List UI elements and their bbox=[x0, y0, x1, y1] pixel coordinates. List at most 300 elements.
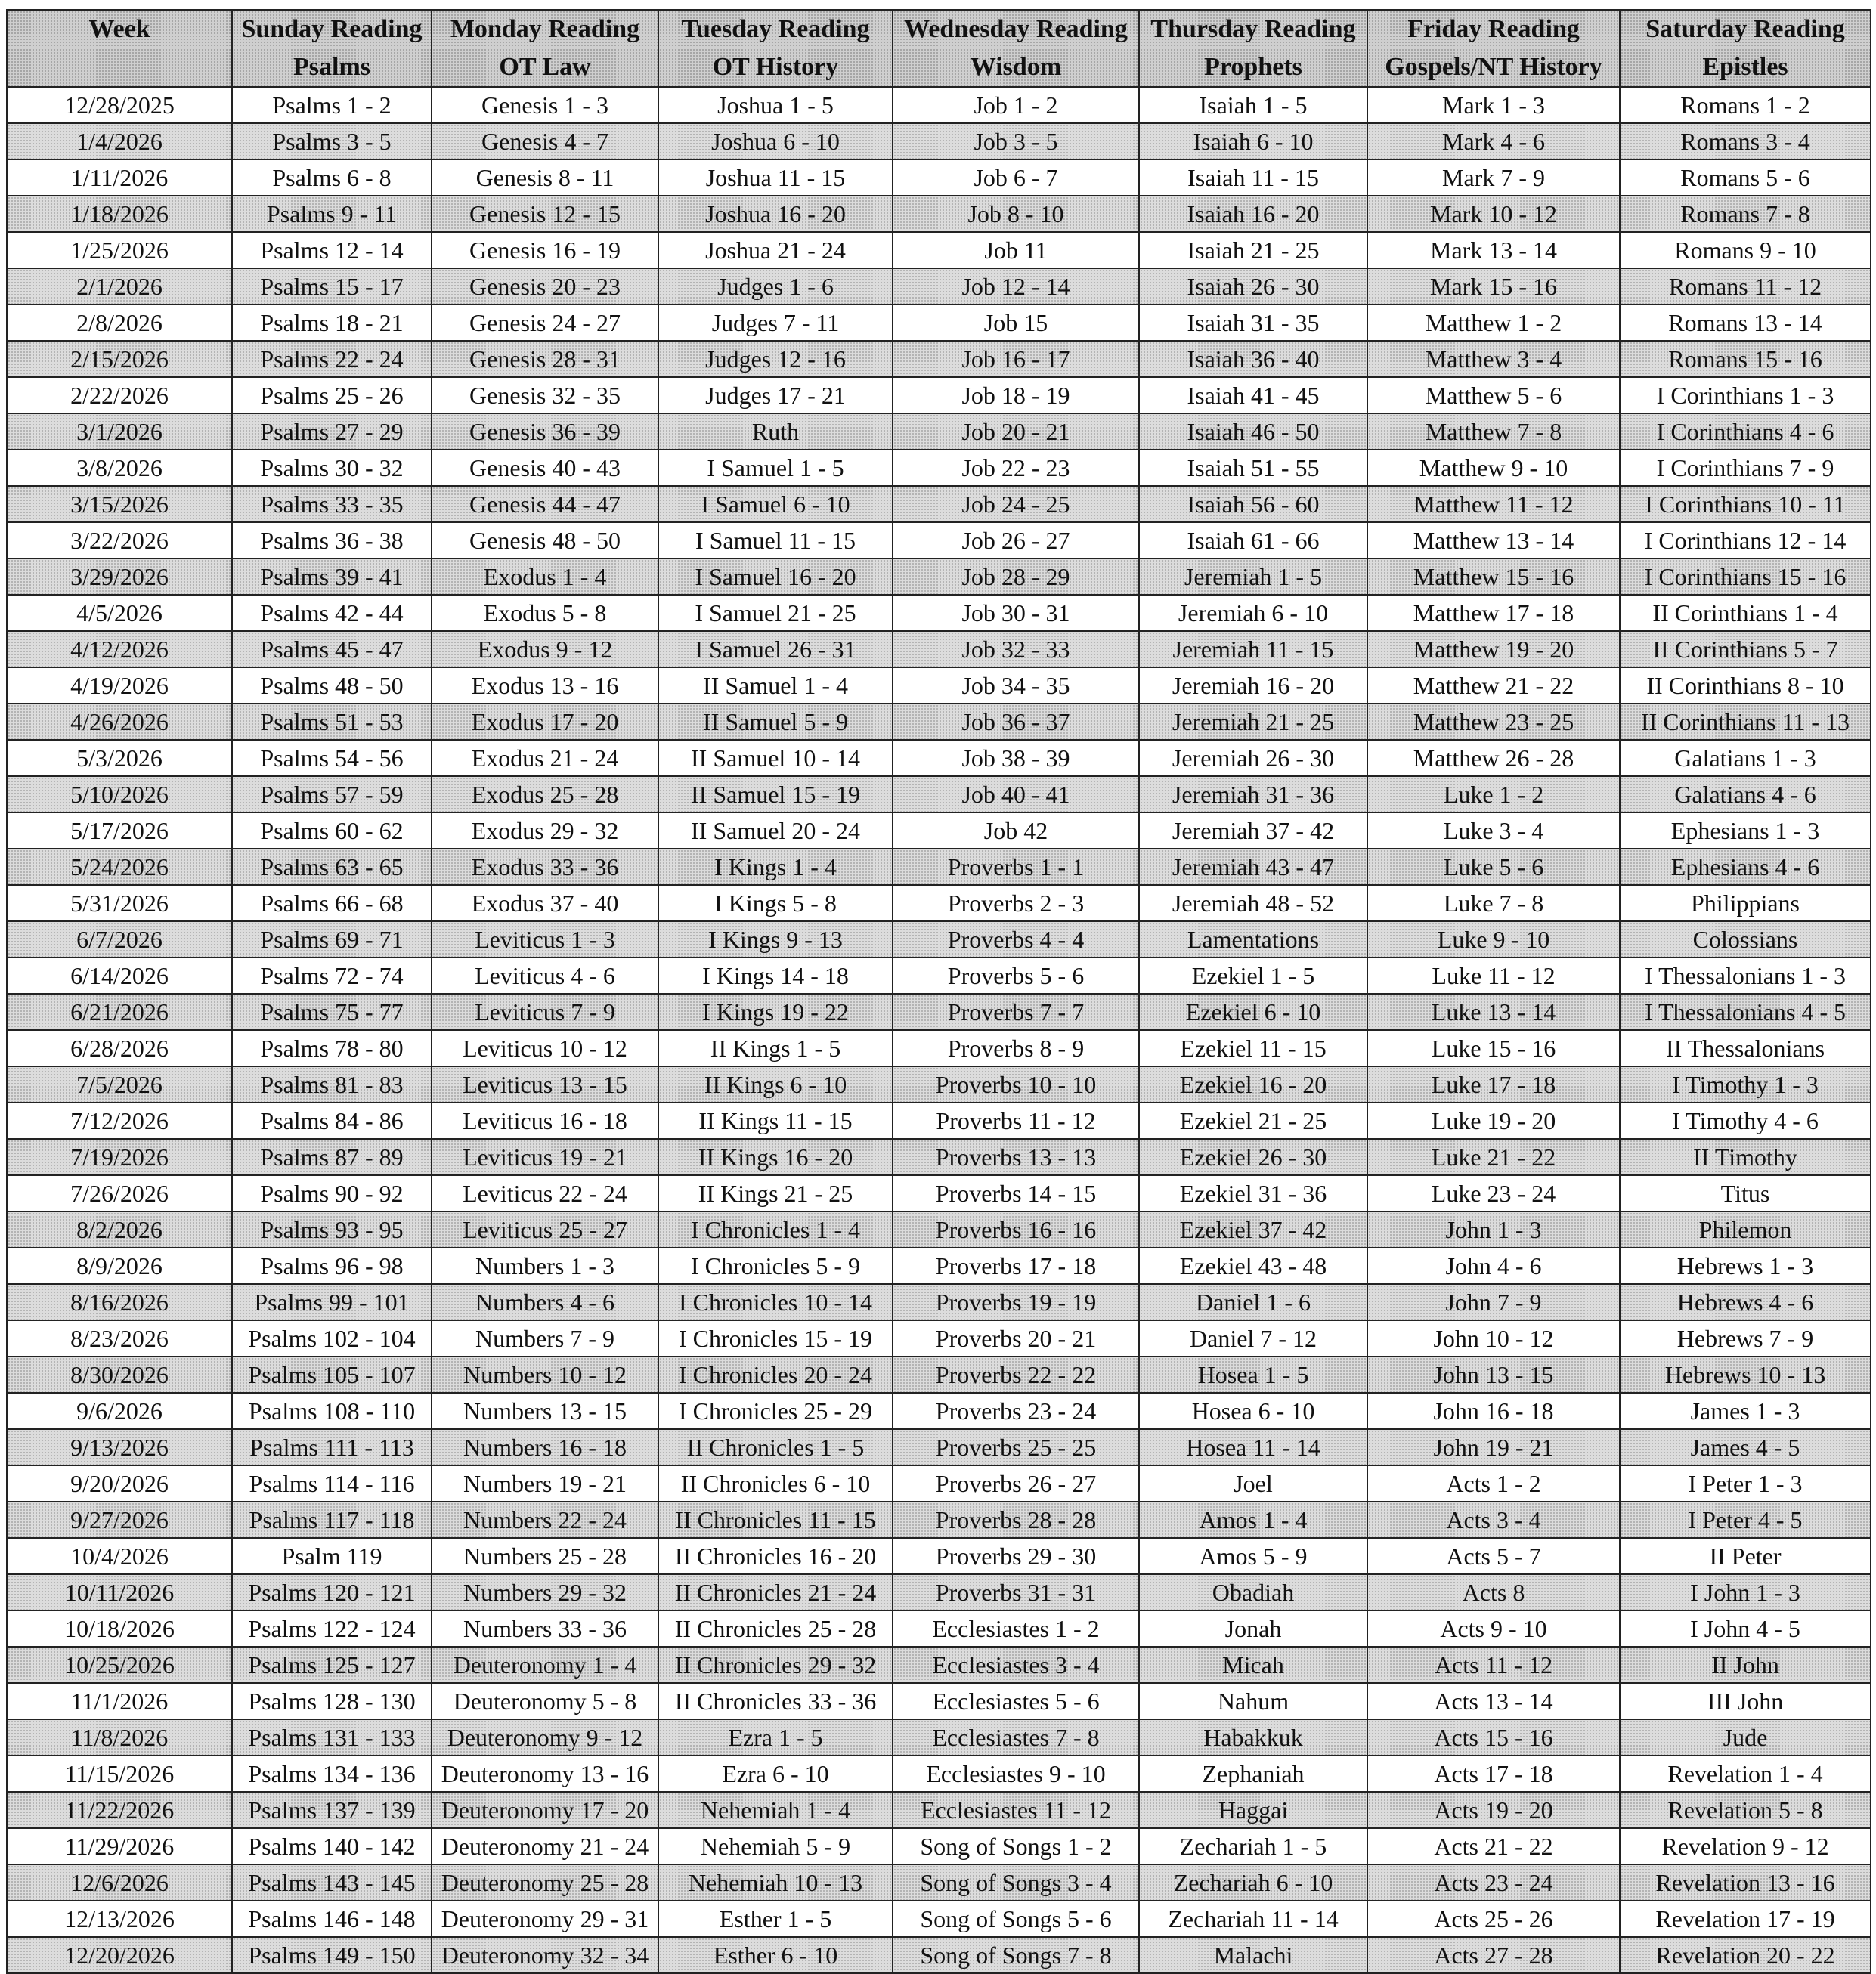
tuesday-cell: Judges 12 - 16 bbox=[658, 341, 893, 377]
header-wednesday: Wednesday Reading bbox=[893, 10, 1139, 48]
wednesday-cell: Proverbs 22 - 22 bbox=[893, 1357, 1139, 1393]
monday-cell: Leviticus 25 - 27 bbox=[432, 1211, 658, 1248]
week-cell: 3/22/2026 bbox=[7, 522, 232, 558]
week-cell: 7/26/2026 bbox=[7, 1175, 232, 1211]
saturday-cell: Ephesians 1 - 3 bbox=[1620, 812, 1871, 849]
header-friday: Friday Reading bbox=[1367, 10, 1620, 48]
sunday-cell: Psalms 15 - 17 bbox=[232, 268, 432, 305]
category-ot-law: OT Law bbox=[432, 48, 658, 87]
category-wisdom: Wisdom bbox=[893, 48, 1139, 87]
tuesday-cell: Joshua 11 - 15 bbox=[658, 159, 893, 196]
tuesday-cell: Nehemiah 5 - 9 bbox=[658, 1828, 893, 1864]
wednesday-cell: Ecclesiastes 7 - 8 bbox=[893, 1719, 1139, 1756]
friday-cell: Luke 23 - 24 bbox=[1367, 1175, 1620, 1211]
wednesday-cell: Proverbs 11 - 12 bbox=[893, 1103, 1139, 1139]
sunday-cell: Psalms 25 - 26 bbox=[232, 377, 432, 413]
monday-cell: Genesis 4 - 7 bbox=[432, 123, 658, 159]
friday-cell: Matthew 11 - 12 bbox=[1367, 486, 1620, 522]
week-cell: 10/11/2026 bbox=[7, 1574, 232, 1610]
header-monday: Monday Reading bbox=[432, 10, 658, 48]
table-row bbox=[7, 1139, 1871, 1175]
monday-cell: Genesis 12 - 15 bbox=[432, 196, 658, 232]
sunday-cell: Psalms 78 - 80 bbox=[232, 1030, 432, 1066]
wednesday-cell: Job 8 - 10 bbox=[893, 196, 1139, 232]
thursday-cell: Nahum bbox=[1139, 1683, 1367, 1719]
table-row bbox=[7, 1719, 1871, 1756]
sunday-cell: Psalms 18 - 21 bbox=[232, 305, 432, 341]
thursday-cell: Jeremiah 37 - 42 bbox=[1139, 812, 1367, 849]
table-row bbox=[7, 1538, 1871, 1574]
thursday-cell: Ezekiel 1 - 5 bbox=[1139, 958, 1367, 994]
friday-cell: Luke 9 - 10 bbox=[1367, 921, 1620, 958]
week-cell: 12/20/2026 bbox=[7, 1937, 232, 1973]
saturday-cell: Romans 5 - 6 bbox=[1620, 159, 1871, 196]
thursday-cell: Ezekiel 11 - 15 bbox=[1139, 1030, 1367, 1066]
monday-cell: Leviticus 1 - 3 bbox=[432, 921, 658, 958]
thursday-cell: Jeremiah 11 - 15 bbox=[1139, 631, 1367, 667]
table-row bbox=[7, 196, 1871, 232]
sunday-cell: Psalms 122 - 124 bbox=[232, 1610, 432, 1647]
wednesday-cell: Proverbs 31 - 31 bbox=[893, 1574, 1139, 1610]
thursday-cell: Jonah bbox=[1139, 1610, 1367, 1647]
friday-cell: John 13 - 15 bbox=[1367, 1357, 1620, 1393]
friday-cell: John 4 - 6 bbox=[1367, 1248, 1620, 1284]
saturday-cell: Romans 9 - 10 bbox=[1620, 232, 1871, 268]
table-row bbox=[7, 377, 1871, 413]
friday-cell: Mark 10 - 12 bbox=[1367, 196, 1620, 232]
table-row bbox=[7, 1030, 1871, 1066]
tuesday-cell: Joshua 1 - 5 bbox=[658, 87, 893, 123]
saturday-cell: II Corinthians 8 - 10 bbox=[1620, 667, 1871, 704]
wednesday-cell: Job 36 - 37 bbox=[893, 704, 1139, 740]
friday-cell: Luke 3 - 4 bbox=[1367, 812, 1620, 849]
table-row bbox=[7, 1792, 1871, 1828]
thursday-cell: Hosea 11 - 14 bbox=[1139, 1429, 1367, 1465]
saturday-cell: Ephesians 4 - 6 bbox=[1620, 849, 1871, 885]
sunday-cell: Psalms 57 - 59 bbox=[232, 776, 432, 812]
sunday-cell: Psalms 1 - 2 bbox=[232, 87, 432, 123]
monday-cell: Genesis 20 - 23 bbox=[432, 268, 658, 305]
thursday-cell: Isaiah 61 - 66 bbox=[1139, 522, 1367, 558]
table-row bbox=[7, 885, 1871, 921]
monday-cell: Deuteronomy 1 - 4 bbox=[432, 1647, 658, 1683]
table-row bbox=[7, 1647, 1871, 1683]
wednesday-cell: Ecclesiastes 11 - 12 bbox=[893, 1792, 1139, 1828]
monday-cell: Genesis 16 - 19 bbox=[432, 232, 658, 268]
wednesday-cell: Job 26 - 27 bbox=[893, 522, 1139, 558]
sunday-cell: Psalm 119 bbox=[232, 1538, 432, 1574]
table-row bbox=[7, 740, 1871, 776]
sunday-cell: Psalms 87 - 89 bbox=[232, 1139, 432, 1175]
table-row bbox=[7, 159, 1871, 196]
tuesday-cell: I Chronicles 25 - 29 bbox=[658, 1393, 893, 1429]
table-row bbox=[7, 958, 1871, 994]
week-cell: 9/27/2026 bbox=[7, 1502, 232, 1538]
saturday-cell: Revelation 17 - 19 bbox=[1620, 1901, 1871, 1937]
table-row bbox=[7, 1864, 1871, 1901]
saturday-cell: Hebrews 7 - 9 bbox=[1620, 1320, 1871, 1357]
category-ot-history: OT History bbox=[658, 48, 893, 87]
thursday-cell: Haggai bbox=[1139, 1792, 1367, 1828]
header-saturday: Saturday Reading bbox=[1620, 10, 1871, 48]
thursday-cell: Isaiah 41 - 45 bbox=[1139, 377, 1367, 413]
sunday-cell: Psalms 36 - 38 bbox=[232, 522, 432, 558]
saturday-cell: Hebrews 4 - 6 bbox=[1620, 1284, 1871, 1320]
saturday-cell: II Peter bbox=[1620, 1538, 1871, 1574]
thursday-cell: Ezekiel 31 - 36 bbox=[1139, 1175, 1367, 1211]
friday-cell: Luke 21 - 22 bbox=[1367, 1139, 1620, 1175]
monday-cell: Exodus 25 - 28 bbox=[432, 776, 658, 812]
table-row bbox=[7, 776, 1871, 812]
sunday-cell: Psalms 42 - 44 bbox=[232, 595, 432, 631]
friday-cell: Acts 9 - 10 bbox=[1367, 1610, 1620, 1647]
saturday-cell: Colossians bbox=[1620, 921, 1871, 958]
friday-cell: Matthew 3 - 4 bbox=[1367, 341, 1620, 377]
monday-cell: Deuteronomy 32 - 34 bbox=[432, 1937, 658, 1973]
saturday-cell: Revelation 1 - 4 bbox=[1620, 1756, 1871, 1792]
category-gospels: Gospels/NT History bbox=[1367, 48, 1620, 87]
monday-cell: Numbers 13 - 15 bbox=[432, 1393, 658, 1429]
wednesday-cell: Song of Songs 5 - 6 bbox=[893, 1901, 1139, 1937]
saturday-cell: I Corinthians 7 - 9 bbox=[1620, 450, 1871, 486]
wednesday-cell: Ecclesiastes 9 - 10 bbox=[893, 1756, 1139, 1792]
monday-cell: Exodus 33 - 36 bbox=[432, 849, 658, 885]
tuesday-cell: I Samuel 11 - 15 bbox=[658, 522, 893, 558]
thursday-cell: Isaiah 21 - 25 bbox=[1139, 232, 1367, 268]
table-row bbox=[7, 1502, 1871, 1538]
saturday-cell: II Timothy bbox=[1620, 1139, 1871, 1175]
friday-cell: Acts 11 - 12 bbox=[1367, 1647, 1620, 1683]
table-row bbox=[7, 1574, 1871, 1610]
monday-cell: Leviticus 13 - 15 bbox=[432, 1066, 658, 1103]
thursday-cell: Obadiah bbox=[1139, 1574, 1367, 1610]
friday-cell: Acts 17 - 18 bbox=[1367, 1756, 1620, 1792]
thursday-cell: Amos 5 - 9 bbox=[1139, 1538, 1367, 1574]
sunday-cell: Psalms 48 - 50 bbox=[232, 667, 432, 704]
saturday-cell: Titus bbox=[1620, 1175, 1871, 1211]
wednesday-cell: Proverbs 25 - 25 bbox=[893, 1429, 1139, 1465]
table-row bbox=[7, 1828, 1871, 1864]
sunday-cell: Psalms 128 - 130 bbox=[232, 1683, 432, 1719]
sunday-cell: Psalms 105 - 107 bbox=[232, 1357, 432, 1393]
saturday-cell: I Thessalonians 4 - 5 bbox=[1620, 994, 1871, 1030]
saturday-cell: I Peter 1 - 3 bbox=[1620, 1465, 1871, 1502]
thursday-cell: Zechariah 11 - 14 bbox=[1139, 1901, 1367, 1937]
friday-cell: John 19 - 21 bbox=[1367, 1429, 1620, 1465]
tuesday-cell: I Samuel 1 - 5 bbox=[658, 450, 893, 486]
reading-plan-table bbox=[6, 9, 1871, 1974]
sunday-cell: Psalms 22 - 24 bbox=[232, 341, 432, 377]
wednesday-cell: Job 6 - 7 bbox=[893, 159, 1139, 196]
week-cell: 5/3/2026 bbox=[7, 740, 232, 776]
week-cell: 1/11/2026 bbox=[7, 159, 232, 196]
saturday-cell: Revelation 9 - 12 bbox=[1620, 1828, 1871, 1864]
monday-cell: Exodus 29 - 32 bbox=[432, 812, 658, 849]
sunday-cell: Psalms 45 - 47 bbox=[232, 631, 432, 667]
thursday-cell: Hosea 1 - 5 bbox=[1139, 1357, 1367, 1393]
saturday-cell: Romans 7 - 8 bbox=[1620, 196, 1871, 232]
tuesday-cell: I Samuel 26 - 31 bbox=[658, 631, 893, 667]
thursday-cell: Ezekiel 26 - 30 bbox=[1139, 1139, 1367, 1175]
saturday-cell: I Corinthians 10 - 11 bbox=[1620, 486, 1871, 522]
thursday-cell: Daniel 7 - 12 bbox=[1139, 1320, 1367, 1357]
week-cell: 3/15/2026 bbox=[7, 486, 232, 522]
friday-cell: Acts 13 - 14 bbox=[1367, 1683, 1620, 1719]
monday-cell: Exodus 5 - 8 bbox=[432, 595, 658, 631]
saturday-cell: Revelation 5 - 8 bbox=[1620, 1792, 1871, 1828]
week-cell: 11/1/2026 bbox=[7, 1683, 232, 1719]
sunday-cell: Psalms 60 - 62 bbox=[232, 812, 432, 849]
sunday-cell: Psalms 27 - 29 bbox=[232, 413, 432, 450]
sunday-cell: Psalms 114 - 116 bbox=[232, 1465, 432, 1502]
tuesday-cell: Esther 6 - 10 bbox=[658, 1937, 893, 1973]
saturday-cell: Philippians bbox=[1620, 885, 1871, 921]
wednesday-cell: Proverbs 8 - 9 bbox=[893, 1030, 1139, 1066]
monday-cell: Numbers 22 - 24 bbox=[432, 1502, 658, 1538]
saturday-cell: James 1 - 3 bbox=[1620, 1393, 1871, 1429]
week-cell: 5/10/2026 bbox=[7, 776, 232, 812]
friday-cell: John 1 - 3 bbox=[1367, 1211, 1620, 1248]
table-row bbox=[7, 1320, 1871, 1357]
tuesday-cell: Joshua 21 - 24 bbox=[658, 232, 893, 268]
friday-cell: Matthew 9 - 10 bbox=[1367, 450, 1620, 486]
friday-cell: Acts 25 - 26 bbox=[1367, 1901, 1620, 1937]
sunday-cell: Psalms 30 - 32 bbox=[232, 450, 432, 486]
saturday-cell: Revelation 13 - 16 bbox=[1620, 1864, 1871, 1901]
sunday-cell: Psalms 75 - 77 bbox=[232, 994, 432, 1030]
monday-cell: Exodus 13 - 16 bbox=[432, 667, 658, 704]
table-row bbox=[7, 631, 1871, 667]
wednesday-cell: Job 3 - 5 bbox=[893, 123, 1139, 159]
tuesday-cell: II Chronicles 33 - 36 bbox=[658, 1683, 893, 1719]
thursday-cell: Ezekiel 6 - 10 bbox=[1139, 994, 1367, 1030]
saturday-cell: I Corinthians 4 - 6 bbox=[1620, 413, 1871, 450]
tuesday-cell: I Kings 9 - 13 bbox=[658, 921, 893, 958]
tuesday-cell: Judges 1 - 6 bbox=[658, 268, 893, 305]
week-cell: 8/2/2026 bbox=[7, 1211, 232, 1248]
tuesday-cell: II Chronicles 1 - 5 bbox=[658, 1429, 893, 1465]
tuesday-cell: Nehemiah 10 - 13 bbox=[658, 1864, 893, 1901]
friday-cell: Matthew 15 - 16 bbox=[1367, 558, 1620, 595]
table-body bbox=[7, 87, 1871, 1973]
thursday-cell: Ezekiel 43 - 48 bbox=[1139, 1248, 1367, 1284]
monday-cell: Genesis 28 - 31 bbox=[432, 341, 658, 377]
thursday-cell: Zechariah 6 - 10 bbox=[1139, 1864, 1367, 1901]
wednesday-cell: Proverbs 28 - 28 bbox=[893, 1502, 1139, 1538]
tuesday-cell: II Samuel 15 - 19 bbox=[658, 776, 893, 812]
friday-cell: Luke 11 - 12 bbox=[1367, 958, 1620, 994]
monday-cell: Leviticus 22 - 24 bbox=[432, 1175, 658, 1211]
tuesday-cell: I Samuel 6 - 10 bbox=[658, 486, 893, 522]
saturday-cell: I John 4 - 5 bbox=[1620, 1610, 1871, 1647]
table-row bbox=[7, 1901, 1871, 1937]
wednesday-cell: Song of Songs 7 - 8 bbox=[893, 1937, 1139, 1973]
friday-cell: Acts 21 - 22 bbox=[1367, 1828, 1620, 1864]
saturday-cell: Romans 15 - 16 bbox=[1620, 341, 1871, 377]
sunday-cell: Psalms 3 - 5 bbox=[232, 123, 432, 159]
wednesday-cell: Proverbs 17 - 18 bbox=[893, 1248, 1139, 1284]
table-row bbox=[7, 1393, 1871, 1429]
saturday-cell: Hebrews 1 - 3 bbox=[1620, 1248, 1871, 1284]
sunday-cell: Psalms 33 - 35 bbox=[232, 486, 432, 522]
category-week bbox=[7, 48, 232, 87]
week-cell: 6/7/2026 bbox=[7, 921, 232, 958]
monday-cell: Genesis 40 - 43 bbox=[432, 450, 658, 486]
monday-cell: Genesis 32 - 35 bbox=[432, 377, 658, 413]
friday-cell: Acts 23 - 24 bbox=[1367, 1864, 1620, 1901]
thursday-cell: Amos 1 - 4 bbox=[1139, 1502, 1367, 1538]
wednesday-cell: Song of Songs 1 - 2 bbox=[893, 1828, 1139, 1864]
monday-cell: Genesis 1 - 3 bbox=[432, 87, 658, 123]
tuesday-cell: I Chronicles 1 - 4 bbox=[658, 1211, 893, 1248]
monday-cell: Leviticus 16 - 18 bbox=[432, 1103, 658, 1139]
sunday-cell: Psalms 120 - 121 bbox=[232, 1574, 432, 1610]
saturday-cell: Romans 11 - 12 bbox=[1620, 268, 1871, 305]
tuesday-cell: I Samuel 16 - 20 bbox=[658, 558, 893, 595]
monday-cell: Leviticus 19 - 21 bbox=[432, 1139, 658, 1175]
week-cell: 4/5/2026 bbox=[7, 595, 232, 631]
monday-cell: Deuteronomy 9 - 12 bbox=[432, 1719, 658, 1756]
table-row bbox=[7, 1429, 1871, 1465]
saturday-cell: II Corinthians 11 - 13 bbox=[1620, 704, 1871, 740]
monday-cell: Leviticus 7 - 9 bbox=[432, 994, 658, 1030]
monday-cell: Numbers 4 - 6 bbox=[432, 1284, 658, 1320]
tuesday-cell: II Samuel 10 - 14 bbox=[658, 740, 893, 776]
week-cell: 7/5/2026 bbox=[7, 1066, 232, 1103]
tuesday-cell: I Chronicles 10 - 14 bbox=[658, 1284, 893, 1320]
table-row bbox=[7, 595, 1871, 631]
table-row bbox=[7, 1284, 1871, 1320]
saturday-cell: II John bbox=[1620, 1647, 1871, 1683]
tuesday-cell: II Samuel 1 - 4 bbox=[658, 667, 893, 704]
thursday-cell: Jeremiah 26 - 30 bbox=[1139, 740, 1367, 776]
monday-cell: Exodus 9 - 12 bbox=[432, 631, 658, 667]
tuesday-cell: II Kings 1 - 5 bbox=[658, 1030, 893, 1066]
week-cell: 11/8/2026 bbox=[7, 1719, 232, 1756]
tuesday-cell: I Samuel 21 - 25 bbox=[658, 595, 893, 631]
wednesday-cell: Job 32 - 33 bbox=[893, 631, 1139, 667]
wednesday-cell: Job 34 - 35 bbox=[893, 667, 1139, 704]
monday-cell: Numbers 25 - 28 bbox=[432, 1538, 658, 1574]
category-prophets: Prophets bbox=[1139, 48, 1367, 87]
tuesday-cell: Ezra 1 - 5 bbox=[658, 1719, 893, 1756]
wednesday-cell: Job 1 - 2 bbox=[893, 87, 1139, 123]
sunday-cell: Psalms 63 - 65 bbox=[232, 849, 432, 885]
saturday-cell: Romans 3 - 4 bbox=[1620, 123, 1871, 159]
monday-cell: Deuteronomy 5 - 8 bbox=[432, 1683, 658, 1719]
friday-cell: Mark 1 - 3 bbox=[1367, 87, 1620, 123]
header-week: Week bbox=[7, 10, 232, 48]
header-sunday: Sunday Reading bbox=[232, 10, 432, 48]
table-row bbox=[7, 1683, 1871, 1719]
week-cell: 1/4/2026 bbox=[7, 123, 232, 159]
monday-cell: Genesis 44 - 47 bbox=[432, 486, 658, 522]
week-cell: 2/8/2026 bbox=[7, 305, 232, 341]
sunday-cell: Psalms 96 - 98 bbox=[232, 1248, 432, 1284]
sunday-cell: Psalms 72 - 74 bbox=[232, 958, 432, 994]
friday-cell: Luke 13 - 14 bbox=[1367, 994, 1620, 1030]
week-cell: 5/31/2026 bbox=[7, 885, 232, 921]
thursday-cell: Jeremiah 48 - 52 bbox=[1139, 885, 1367, 921]
friday-cell: Matthew 5 - 6 bbox=[1367, 377, 1620, 413]
tuesday-cell: Ezra 6 - 10 bbox=[658, 1756, 893, 1792]
header-row-categories bbox=[7, 48, 1871, 87]
sunday-cell: Psalms 66 - 68 bbox=[232, 885, 432, 921]
sunday-cell: Psalms 84 - 86 bbox=[232, 1103, 432, 1139]
saturday-cell: II Thessalonians bbox=[1620, 1030, 1871, 1066]
tuesday-cell: Judges 7 - 11 bbox=[658, 305, 893, 341]
table-row bbox=[7, 1756, 1871, 1792]
table-row bbox=[7, 1465, 1871, 1502]
wednesday-cell: Job 18 - 19 bbox=[893, 377, 1139, 413]
table-row bbox=[7, 413, 1871, 450]
friday-cell: Matthew 13 - 14 bbox=[1367, 522, 1620, 558]
wednesday-cell: Job 28 - 29 bbox=[893, 558, 1139, 595]
friday-cell: John 7 - 9 bbox=[1367, 1284, 1620, 1320]
sunday-cell: Psalms 51 - 53 bbox=[232, 704, 432, 740]
week-cell: 7/12/2026 bbox=[7, 1103, 232, 1139]
category-epistles: Epistles bbox=[1620, 48, 1871, 87]
tuesday-cell: I Chronicles 15 - 19 bbox=[658, 1320, 893, 1357]
week-cell: 2/22/2026 bbox=[7, 377, 232, 413]
week-cell: 8/30/2026 bbox=[7, 1357, 232, 1393]
week-cell: 5/24/2026 bbox=[7, 849, 232, 885]
thursday-cell: Jeremiah 16 - 20 bbox=[1139, 667, 1367, 704]
tuesday-cell: II Chronicles 29 - 32 bbox=[658, 1647, 893, 1683]
thursday-cell: Hosea 6 - 10 bbox=[1139, 1393, 1367, 1429]
table-row bbox=[7, 522, 1871, 558]
week-cell: 12/13/2026 bbox=[7, 1901, 232, 1937]
wednesday-cell: Proverbs 29 - 30 bbox=[893, 1538, 1139, 1574]
week-cell: 10/25/2026 bbox=[7, 1647, 232, 1683]
monday-cell: Deuteronomy 21 - 24 bbox=[432, 1828, 658, 1864]
friday-cell: Matthew 23 - 25 bbox=[1367, 704, 1620, 740]
wednesday-cell: Proverbs 7 - 7 bbox=[893, 994, 1139, 1030]
table-row bbox=[7, 558, 1871, 595]
thursday-cell: Isaiah 46 - 50 bbox=[1139, 413, 1367, 450]
table-row bbox=[7, 232, 1871, 268]
monday-cell: Numbers 16 - 18 bbox=[432, 1429, 658, 1465]
thursday-cell: Jeremiah 31 - 36 bbox=[1139, 776, 1367, 812]
table-row bbox=[7, 1937, 1871, 1973]
tuesday-cell: Joshua 6 - 10 bbox=[658, 123, 893, 159]
wednesday-cell: Job 42 bbox=[893, 812, 1139, 849]
saturday-cell: Philemon bbox=[1620, 1211, 1871, 1248]
thursday-cell: Lamentations bbox=[1139, 921, 1367, 958]
sunday-cell: Psalms 137 - 139 bbox=[232, 1792, 432, 1828]
saturday-cell: Galatians 1 - 3 bbox=[1620, 740, 1871, 776]
thursday-cell: Isaiah 16 - 20 bbox=[1139, 196, 1367, 232]
wednesday-cell: Proverbs 2 - 3 bbox=[893, 885, 1139, 921]
wednesday-cell: Proverbs 5 - 6 bbox=[893, 958, 1139, 994]
sunday-cell: Psalms 131 - 133 bbox=[232, 1719, 432, 1756]
saturday-cell: II Corinthians 1 - 4 bbox=[1620, 595, 1871, 631]
friday-cell: Luke 7 - 8 bbox=[1367, 885, 1620, 921]
monday-cell: Leviticus 10 - 12 bbox=[432, 1030, 658, 1066]
sunday-cell: Psalms 149 - 150 bbox=[232, 1937, 432, 1973]
tuesday-cell: I Kings 1 - 4 bbox=[658, 849, 893, 885]
monday-cell: Exodus 21 - 24 bbox=[432, 740, 658, 776]
category-psalms: Psalms bbox=[232, 48, 432, 87]
wednesday-cell: Ecclesiastes 5 - 6 bbox=[893, 1683, 1139, 1719]
table-row bbox=[7, 1248, 1871, 1284]
sunday-cell: Psalms 39 - 41 bbox=[232, 558, 432, 595]
sunday-cell: Psalms 102 - 104 bbox=[232, 1320, 432, 1357]
week-cell: 4/19/2026 bbox=[7, 667, 232, 704]
thursday-cell: Jeremiah 6 - 10 bbox=[1139, 595, 1367, 631]
table-row bbox=[7, 812, 1871, 849]
monday-cell: Numbers 19 - 21 bbox=[432, 1465, 658, 1502]
